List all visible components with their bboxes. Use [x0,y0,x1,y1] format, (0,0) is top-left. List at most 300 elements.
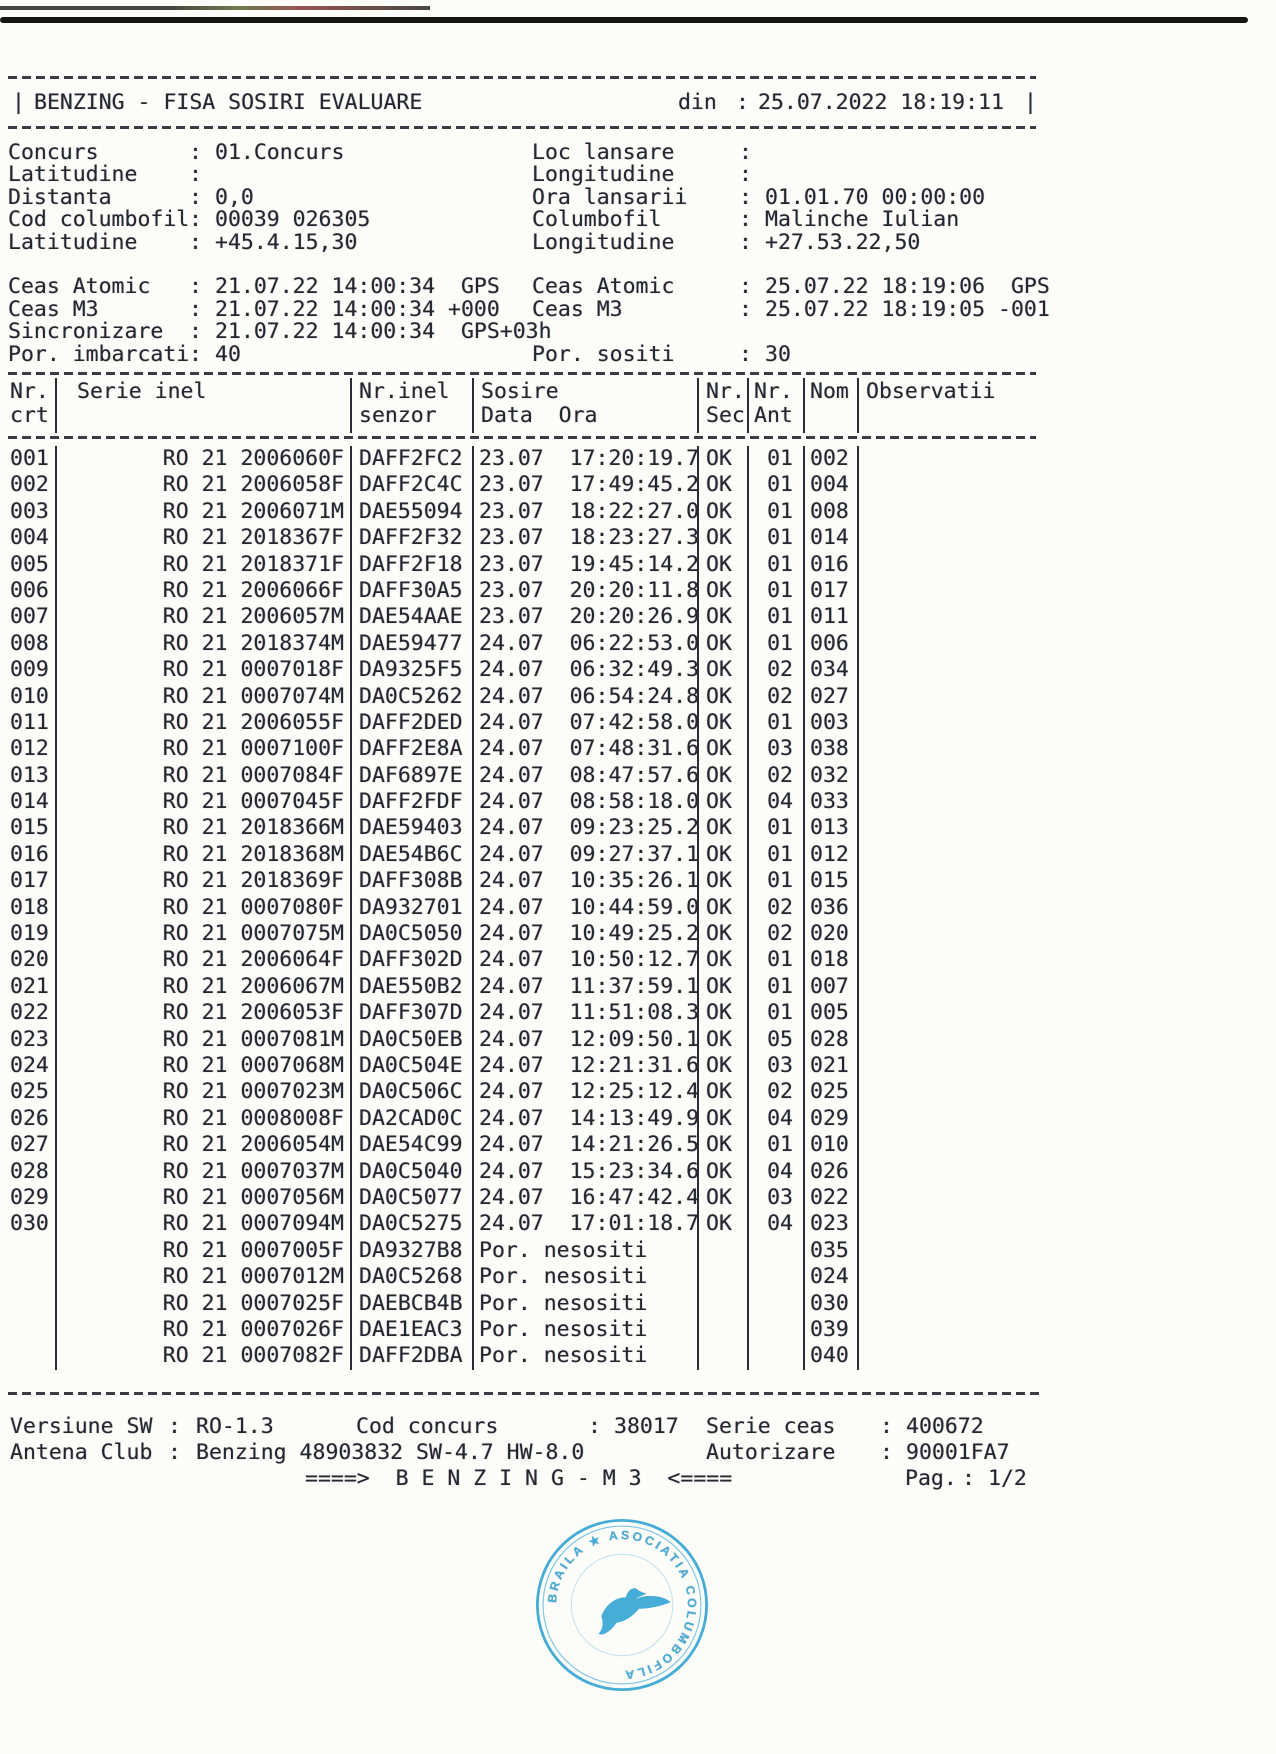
cell-nom: 029 [803,1106,857,1132]
info-left-pair [8,319,552,345]
cell-nr-crt: 007 [10,604,49,630]
stamp-ring-text: BRAILA ★ ASOCIATIA COLUMBOFILA [545,1528,699,1683]
info-left-pair [8,164,532,186]
cell-nr-sec: OK [697,763,747,789]
cell-nr-ant: 01 [747,947,803,973]
cell-serie-inel: RO 21 0007075M [55,921,350,947]
cell-observatii [857,1159,1040,1185]
table-row [8,842,1040,868]
info-value: 30 [765,341,791,367]
table-row [8,895,1040,921]
cell-nr-ant: 01 [747,446,803,472]
cell-sosire: Por. nesositi [472,1238,697,1264]
cell-serie-inel: RO 21 0007074M [55,684,350,710]
cell-nr-crt [8,1264,55,1290]
cell-nom: 013 [803,815,857,841]
cell-nr-sec: OK [697,1132,747,1158]
info-right-pair [532,164,1068,186]
cell-nr-inel-senzor: DAEBCB4B [350,1291,472,1317]
cell-nr-crt: 008 [10,630,49,656]
dashed-separator [8,436,1036,439]
cell-nom: 012 [803,842,857,868]
cell-observatii [857,1079,1040,1105]
info-colon: : [739,229,752,255]
cell-sosire: 24.07 10:44:59.0 [472,895,697,921]
col-header-line: Sosire [481,379,559,404]
cell-sosire: 24.07 12:25:12.4 [472,1079,697,1105]
cell-sosire: 24.07 15:23:34.6 [472,1159,697,1185]
cell-nr-crt: 005 [10,551,49,577]
cell-sosire: 24.07 08:58:18.0 [472,789,697,815]
info-colon: : [189,296,202,322]
cell-nom: 035 [803,1238,857,1264]
info-label: Longitudine [532,229,675,255]
cell-observatii [857,1027,1040,1053]
cell-nom: 040 [803,1343,857,1369]
cell-nr-sec: OK [697,842,747,868]
info-colon: : [739,274,752,300]
arrivals-table-body [8,446,1040,1370]
info-label: Ceas M3 [8,296,99,322]
cell-sosire: 23.07 18:23:27.3 [472,525,697,551]
antena-club-value: Benzing 48903832 SW-4.7 HW-8.0 [196,1440,585,1465]
col-header-nr-sec [697,378,747,433]
cell-nr-inel-senzor: DA0C50EB [350,1027,472,1053]
info-right-pair [532,321,1068,343]
cell-sosire: 24.07 11:37:59.1 [472,974,697,1000]
cell-sosire: 24.07 10:50:12.7 [472,947,697,973]
col-header-line: Ant [754,402,793,428]
table-row [8,921,1040,947]
cell-nr-ant: 04 [747,789,803,815]
info-line [8,142,1068,164]
cell-nr-crt: 009 [10,657,49,683]
cell-nr-crt: 002 [10,472,49,498]
table-row [8,1291,1040,1317]
cell-sosire: 23.07 17:49:45.2 [472,472,697,498]
cell-serie-inel: RO 21 0007081M [55,1027,350,1053]
cell-nr-ant: 02 [747,657,803,683]
info-label: Concurs [8,140,99,165]
cell-nr-sec [697,1264,747,1290]
cell-nr-ant: 01 [747,631,803,657]
cell-nr-crt: 025 [10,1079,49,1105]
cell-sosire: 23.07 20:20:11.8 [472,578,697,604]
cell-sosire: 24.07 06:22:53.0 [472,631,697,657]
info-label: Cod columbofil [8,207,190,233]
info-colon [739,254,765,276]
cell-nom: 033 [803,789,857,815]
cell-serie-inel: RO 21 0007094M [55,1211,350,1237]
cell-nr-ant: 01 [747,604,803,630]
cell-observatii [857,472,1040,498]
cell-nr-inel-senzor: DAF6897E [350,763,472,789]
print-date-colon: : [736,90,749,115]
cell-nr-crt: 020 [10,947,49,973]
info-colon: : [189,229,202,255]
cell-nr-crt: 001 [10,446,49,471]
cell-serie-inel: RO 21 2006053F [55,1000,350,1026]
info-colon: : [189,274,202,300]
cell-nr-sec [697,1291,747,1317]
cell-nom: 026 [803,1159,857,1185]
cell-nr-crt: 014 [10,789,49,815]
serie-ceas-value: 400672 [906,1414,984,1439]
info-left-pair [8,254,532,276]
footer-line-1 [0,1414,1276,1440]
cell-observatii [857,710,1040,736]
cell-serie-inel: RO 21 2006071M [55,499,350,525]
cell-nr-crt: 013 [10,762,49,788]
info-left-pair [8,276,532,298]
cell-nr-crt: 019 [10,921,49,947]
cell-nr-sec [697,1238,747,1264]
info-label [8,254,189,276]
cell-nr-inel-senzor: DAE54AAE [350,604,472,630]
colon: : [168,1414,181,1439]
cell-nr-ant: 02 [747,895,803,921]
cell-observatii [857,1264,1040,1290]
cell-nr-ant: 01 [747,552,803,578]
table-row [8,1264,1040,1290]
cell-nr-crt: 024 [10,1052,49,1078]
cell-sosire: 24.07 11:51:08.3 [472,1000,697,1026]
cell-nom: 023 [803,1211,857,1237]
cell-nr-ant: 01 [747,472,803,498]
cell-nr-ant: 02 [747,684,803,710]
table-row [8,974,1040,1000]
info-label: Ceas Atomic [532,274,675,300]
cell-sosire: 24.07 14:21:26.5 [472,1132,697,1158]
cell-nr-ant [747,1291,803,1317]
cell-nom: 028 [803,1027,857,1053]
cell-serie-inel: RO 21 2018371F [55,552,350,578]
page-number-label: Pag. [905,1466,957,1491]
cell-nr-inel-senzor: DA9327B8 [350,1238,472,1264]
cell-serie-inel: RO 21 0008008F [55,1106,350,1132]
cell-nr-crt: 028 [10,1158,49,1184]
cell-nr-inel-senzor: DAFF2F18 [350,552,472,578]
cell-nom: 016 [803,552,857,578]
cell-observatii [857,1291,1040,1317]
cell-nr-inel-senzor: DAE55094 [350,499,472,525]
info-label: Sincronizare [8,319,164,345]
cell-nr-inel-senzor: DA0C506C [350,1079,472,1105]
cod-concurs-value: 38017 [614,1414,679,1439]
cell-sosire: 24.07 14:13:49.9 [472,1106,697,1132]
info-left-pair [8,184,532,210]
cell-sosire: Por. nesositi [472,1317,697,1343]
cell-nr-ant: 01 [747,578,803,604]
cell-nr-ant: 01 [747,1132,803,1158]
info-right-pair [532,276,1068,298]
table-row [8,1211,1040,1237]
scan-black-line-artifact [0,17,1248,23]
col-header-line: senzor [359,402,437,428]
page-number-value: 1/2 [988,1466,1027,1491]
info-colon: : [189,140,202,165]
cell-nom: 038 [803,736,857,762]
scan-noise-artifact [0,6,430,10]
info-line [8,254,1068,276]
dashed-separator [8,372,1036,375]
cell-nr-ant: 01 [747,815,803,841]
cell-nr-crt: 018 [10,894,49,920]
cell-nr-crt [8,1317,55,1343]
cell-nr-sec: OK [697,1027,747,1053]
cell-serie-inel: RO 21 2018368M [55,842,350,868]
cell-nom: 011 [803,604,857,630]
cell-observatii [857,789,1040,815]
info-left-pair [8,142,532,164]
cell-nr-sec: OK [697,684,747,710]
cell-observatii [857,446,1040,472]
cell-nr-ant [747,1343,803,1369]
cell-serie-inel: RO 21 2006057M [55,604,350,630]
cell-nr-crt: 015 [10,815,49,841]
print-date-value: 25.07.2022 18:19:11 [758,90,1004,115]
table-row [8,1132,1040,1158]
cell-nr-ant [747,1317,803,1343]
cell-serie-inel: RO 21 0007082F [55,1343,350,1369]
info-label [532,254,739,276]
cell-observatii [857,974,1040,1000]
cell-observatii [857,1106,1040,1132]
cell-nr-sec: OK [697,631,747,657]
cell-nr-sec: OK [697,1185,747,1211]
cell-observatii [857,1132,1040,1158]
cell-nr-inel-senzor: DAFF30A5 [350,578,472,604]
dashed-separator [8,1392,1042,1395]
info-right-pair [532,184,1068,210]
cell-nom: 007 [803,974,857,1000]
cell-nom: 020 [803,921,857,947]
cell-nr-sec [697,1343,747,1369]
club-round-stamp [528,1511,716,1699]
cell-nom: 036 [803,895,857,921]
info-right-pair [532,229,1068,255]
cell-nr-inel-senzor: DAFF2FC2 [350,446,472,472]
table-row [8,710,1040,736]
serie-ceas-label: Serie ceas [706,1414,836,1439]
info-value: 0,0 [215,184,254,210]
cell-nr-sec: OK [697,472,747,498]
info-colon [189,254,215,276]
cell-nr-inel-senzor: DA0C5050 [350,921,472,947]
cell-nr-sec: OK [697,868,747,894]
table-row [8,736,1040,762]
versiune-sw-value: RO-1.3 [196,1414,274,1439]
cell-nr-ant: 03 [747,1185,803,1211]
colon: : [168,1440,181,1465]
info-label: Ora lansarii [532,184,688,210]
cell-observatii [857,1000,1040,1026]
cell-nr-inel-senzor: DA932701 [350,895,472,921]
cell-nr-sec: OK [697,604,747,630]
cell-nr-sec: OK [697,446,747,472]
info-colon: : [739,341,752,367]
cell-sosire: 24.07 17:01:18.7 [472,1211,697,1237]
table-row [8,1343,1040,1369]
cell-sosire: Por. nesositi [472,1291,697,1317]
cell-nr-ant: 01 [747,710,803,736]
cell-observatii [857,525,1040,551]
cell-observatii [857,1053,1040,1079]
cell-nom: 006 [803,631,857,657]
table-row [8,947,1040,973]
cell-nom: 030 [803,1291,857,1317]
info-colon: : [739,207,752,233]
info-label: Por. sositi [532,341,675,367]
info-colon: : [189,162,202,188]
info-label: Ceas M3 [532,296,623,322]
table-row [8,525,1040,551]
info-value: 40 [215,341,241,367]
cell-nr-sec: OK [697,789,747,815]
cell-nr-sec: OK [697,895,747,921]
cell-nr-inel-senzor: DA2CAD0C [350,1106,472,1132]
info-label: Longitudine [532,162,675,188]
table-row [8,657,1040,683]
info-left-pair [8,209,532,231]
cell-nr-crt: 017 [10,868,49,894]
cell-nr-sec: OK [697,736,747,762]
cell-sosire: 24.07 10:49:25.2 [472,921,697,947]
cell-serie-inel: RO 21 2006060F [55,446,350,472]
col-header-line: Data Ora [481,402,598,428]
cell-nr-crt: 012 [10,736,49,762]
cell-serie-inel: RO 21 0007068M [55,1053,350,1079]
col-header-nr-ant [747,378,803,433]
cell-serie-inel: RO 21 0007026F [55,1317,350,1343]
info-right-pair [532,341,1068,367]
cell-observatii [857,1238,1040,1264]
info-right-pair [532,142,1068,164]
cell-serie-inel: RO 21 0007045F [55,789,350,815]
col-header-observatii [857,378,1040,433]
dashed-separator [8,76,1036,79]
cell-nom: 022 [803,1185,857,1211]
cell-observatii [857,1211,1040,1237]
cell-sosire: 24.07 06:32:49.3 [472,657,697,683]
colon: : [962,1466,975,1491]
cell-nr-ant [747,1238,803,1264]
table-row [8,1317,1040,1343]
cell-sosire: 24.07 09:23:25.2 [472,815,697,841]
colon: : [880,1414,893,1439]
table-row [8,604,1040,630]
cell-observatii [857,657,1040,683]
cell-nr-ant: 01 [747,868,803,894]
info-colon: : [189,319,202,345]
table-row [8,684,1040,710]
col-header-line: Sec [706,402,745,428]
info-right-pair [532,209,1068,231]
info-label: Columbofil [532,207,662,233]
cell-observatii [857,499,1040,525]
cell-sosire: Por. nesositi [472,1343,697,1369]
race-info-block [8,142,1068,366]
cell-serie-inel: RO 21 2018366M [55,815,350,841]
cell-nr-crt: 026 [10,1105,49,1131]
col-header-line: Nom [810,379,849,404]
cell-nr-sec: OK [697,1000,747,1026]
cell-nr-ant: 04 [747,1106,803,1132]
cell-observatii [857,552,1040,578]
cell-sosire: 24.07 08:47:57.6 [472,763,697,789]
cell-nom: 008 [803,499,857,525]
cell-sosire: 24.07 12:09:50.1 [472,1027,697,1053]
cell-nr-sec: OK [697,815,747,841]
cell-observatii [857,684,1040,710]
cell-serie-inel: RO 21 0007037M [55,1159,350,1185]
cell-nr-inel-senzor: DAFF2FDF [350,789,472,815]
cell-nr-ant: 02 [747,763,803,789]
info-value: +45.4.15,30 [215,229,358,255]
info-left-pair [8,229,532,255]
footer-line-3 [0,1466,1276,1492]
info-left-pair [8,341,532,367]
cell-nr-inel-senzor: DAE54C99 [350,1132,472,1158]
table-row [8,631,1040,657]
cell-nom: 039 [803,1317,857,1343]
cell-nr-inel-senzor: DAFF2C4C [350,472,472,498]
info-value: 01.01.70 00:00:00 [765,184,986,210]
info-value: 21.07.22 14:00:34 GPS+03h [215,319,552,345]
cell-nr-sec: OK [697,947,747,973]
cell-nr-inel-senzor: DAE59403 [350,815,472,841]
cell-observatii [857,1317,1040,1343]
cell-serie-inel: RO 21 2018374M [55,631,350,657]
cell-serie-inel: RO 21 0007018F [55,657,350,683]
cell-nr-sec: OK [697,578,747,604]
cell-nom: 010 [803,1132,857,1158]
cell-nom: 024 [803,1264,857,1290]
info-colon: : [739,296,752,322]
table-row [8,1106,1040,1132]
cell-nr-sec: OK [697,525,747,551]
cell-observatii [857,921,1040,947]
info-value: 00039 026305 [215,207,371,233]
cell-sosire: 23.07 17:20:19.7 [472,446,697,472]
cell-nr-sec: OK [697,1211,747,1237]
cod-concurs-label: Cod concurs [356,1414,499,1439]
cell-observatii [857,868,1040,894]
cell-nr-crt [8,1291,55,1317]
cell-sosire: 24.07 07:42:58.0 [472,710,697,736]
cell-nr-sec: OK [697,974,747,1000]
cell-nom: 027 [803,684,857,710]
cell-nr-inel-senzor: DA0C5262 [350,684,472,710]
cell-nom: 021 [803,1053,857,1079]
cell-nr-sec: OK [697,1079,747,1105]
cell-nr-inel-senzor: DAFF2DBA [350,1343,472,1369]
cell-nr-inel-senzor: DAFF308B [350,868,472,894]
cell-serie-inel: RO 21 2006058F [55,472,350,498]
info-colon: : [189,207,202,233]
cell-nr-crt: 011 [10,709,49,735]
cell-observatii [857,895,1040,921]
info-colon: : [739,162,752,188]
info-label: Latitudine [8,162,138,188]
page-title: BENZING - FISA SOSIRI EVALUARE [34,90,423,115]
colon: : [880,1440,893,1465]
table-row [8,763,1040,789]
info-line [8,321,1068,343]
cell-sosire: 23.07 18:22:27.0 [472,499,697,525]
title-right-pipe: | [1024,90,1037,115]
autorizare-value: 90001FA7 [906,1440,1010,1465]
